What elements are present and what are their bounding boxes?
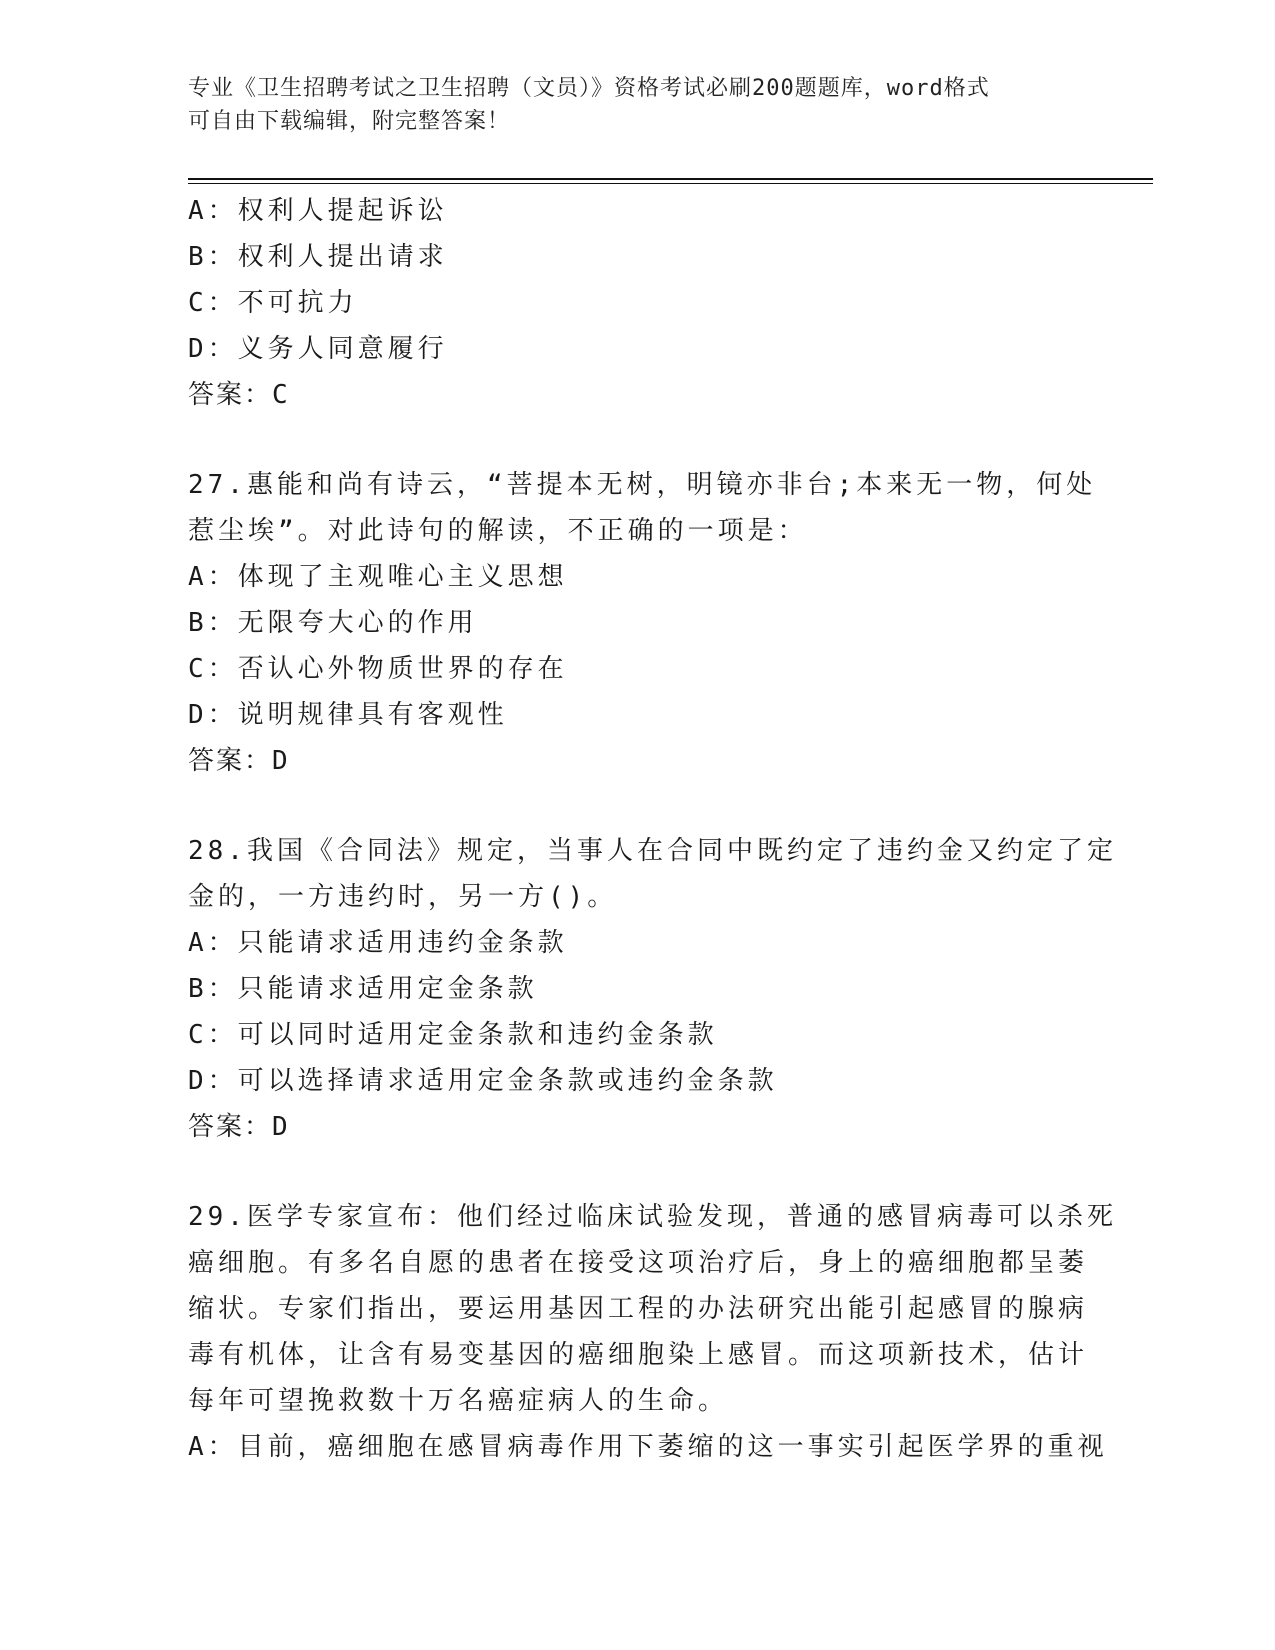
option-a: A：体现了主观唯心主义思想	[188, 562, 568, 592]
question-stem-line: 每年可望挽救数十万名癌症病人的生命。	[188, 1386, 729, 1416]
question-list	[188, 188, 1117, 1470]
option-b: B：只能请求适用定金条款	[188, 974, 538, 1004]
question-stem-line: 27.惠能和尚有诗云，“菩提本无树，明镜亦非台;本来无一物，何处	[188, 470, 1097, 500]
spacer	[188, 1150, 1088, 1194]
header-line-2: 可自由下载编辑，附完整答案！	[188, 109, 511, 134]
question-stem-line: 癌细胞。有多名自愿的患者在接受这项治疗后，身上的癌细胞都呈萎	[188, 1248, 1089, 1278]
option-b: B：权利人提出请求	[188, 242, 448, 272]
question-26-tail	[188, 188, 1088, 418]
option-d: D：说明规律具有客观性	[188, 700, 508, 730]
question-stem-line: 29.医学专家宣布：他们经过临床试验发现，普通的感冒病毒可以杀死	[188, 1202, 1117, 1232]
answer: 答案：D	[188, 746, 290, 776]
option-d: D：可以选择请求适用定金条款或违约金条款	[188, 1066, 778, 1096]
question-stem-line: 惹尘埃”。对此诗句的解读，不正确的一项是：	[188, 516, 808, 546]
spacer	[188, 418, 1088, 462]
option-c: C：不可抗力	[188, 288, 358, 318]
answer: 答案：D	[188, 1112, 290, 1142]
option-a: A：权利人提起诉讼	[188, 196, 448, 226]
spacer	[188, 784, 1088, 828]
document-header	[188, 72, 1068, 138]
option-d: D：义务人同意履行	[188, 334, 448, 364]
question-stem-line: 28.我国《合同法》规定，当事人在合同中既约定了违约金又约定了定	[188, 836, 1117, 866]
option-c: C：可以同时适用定金条款和违约金条款	[188, 1020, 718, 1050]
option-a: A：目前，癌细胞在感冒病毒作用下萎缩的这一事实引起医学界的重视	[188, 1432, 1108, 1462]
option-c: C：否认心外物质世界的存在	[188, 654, 568, 684]
header-line-1: 专业《卫生招聘考试之卫生招聘（文员）》资格考试必刷200题题库，word格式	[188, 76, 990, 101]
question-28	[188, 828, 1117, 1150]
option-b: B：无限夸大心的作用	[188, 608, 478, 638]
header-rule-thick	[188, 178, 1153, 180]
option-a: A：只能请求适用违约金条款	[188, 928, 568, 958]
question-29	[188, 1194, 1117, 1470]
question-stem-line: 金的，一方违约时，另一方()。	[188, 882, 618, 912]
header-rule-thin	[188, 183, 1153, 184]
question-27	[188, 462, 1097, 784]
answer: 答案：C	[188, 380, 290, 410]
question-stem-line: 缩状。专家们指出，要运用基因工程的办法研究出能引起感冒的腺病	[188, 1294, 1089, 1324]
question-stem-line: 毒有机体，让含有易变基因的癌细胞染上感冒。而这项新技术，估计	[188, 1340, 1089, 1370]
